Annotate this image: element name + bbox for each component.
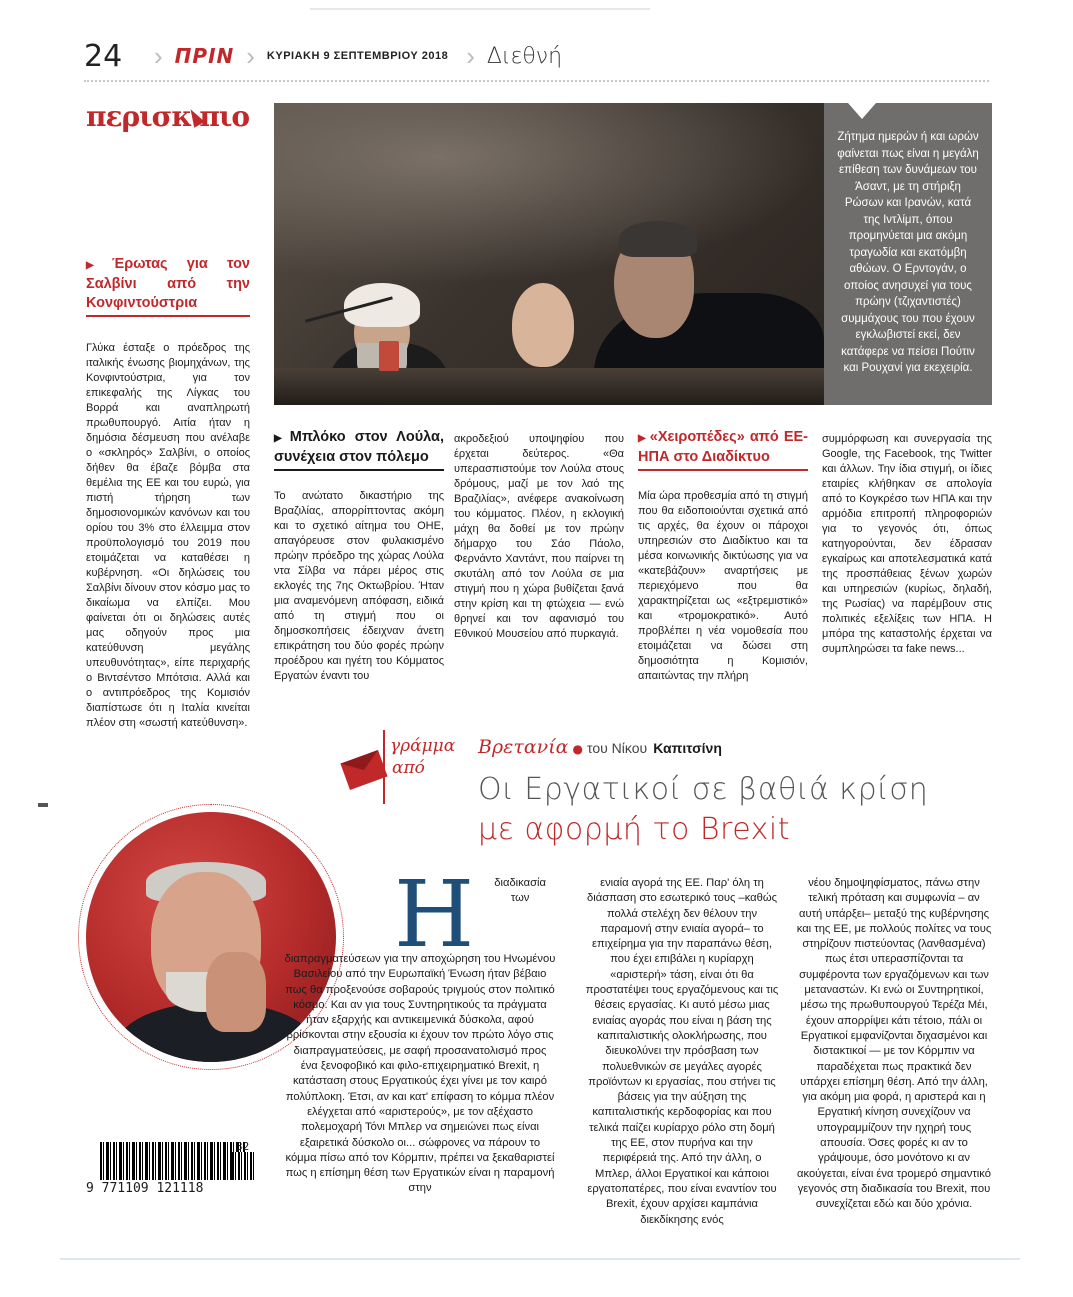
brief-body: Το ανώτατο δικαστήριο της Βραζιλίας, απορρίπτοντας ακόμη και το σχετικό αίτημα του ΟΗΕ, απαγόρευσε στον φυλακισμένο πρώην πρόεδρο της χώρας Λούλα ντα Σίλβα να πάρει μέρος στις εκλογές της 7ης Οκτωβρίου. Ήταν μια αναμενόμενη απόφαση, ειδικά από τη στιγμή που οι δημοσκοπήσεις έδειχναν άνετη επικράτηση του δύο φορές πρώην προέδρου και ηγέτη του Κόμματος Εργατών έναντι του xyxy=(274,490,444,682)
barcode-addon-number: 32 xyxy=(236,1140,250,1153)
brief-title: ▶ «Χειροπέδες» από ΕΕ-ΗΠΑ στο Διαδίκτυο xyxy=(638,428,808,471)
barcode-number: 9 771109 121118 xyxy=(86,1181,204,1196)
kicker-divider xyxy=(383,730,385,804)
periskopio-logo xyxy=(86,100,249,133)
brief-internet xyxy=(638,428,808,684)
brief-lula-cont xyxy=(454,432,624,642)
article-col-1 xyxy=(284,861,556,1197)
article-title: Οι Εργατικοί σε βαθιά κρίση xyxy=(478,772,929,807)
brief-internet-cont xyxy=(822,432,992,657)
bullet-icon: ● xyxy=(572,742,583,756)
dropcap: Η xyxy=(394,861,475,968)
article-subtitle: με αφορμή το Brexit xyxy=(478,812,790,847)
brief-title: ▶ Μπλόκο στον Λούλα, συνέχεια στον πόλεμο xyxy=(274,428,444,471)
article-col-3 xyxy=(796,876,992,1213)
section-title: Διεθνή xyxy=(486,43,563,69)
brief-salvini xyxy=(86,255,250,731)
byline-prefix: του Νίκου xyxy=(587,740,648,756)
article-col-2 xyxy=(584,876,780,1228)
header-divider xyxy=(84,80,989,82)
issue-date: ΚΥΡΙΑΚΗ 9 ΣΕΠΤΕΜΒΡΙΟΥ 2018 xyxy=(266,50,449,62)
page-number: 24 xyxy=(84,38,123,74)
column-kicker: γράμμα από xyxy=(390,736,456,778)
article-text: διαδικασία των διαπραγματεύσεων για την αποχώρηση του Ηνωμένου Βασιλείου από την Ευρωπαϊκή Ένωση ήταν βέβαιο πως θα προξενούσε σοβαρούς τριγμούς στον πολιτικό κόσμο. Και αν για τους Συντηρητικούς τα πράγματα ήταν εξαρχής και αντικειμενικά δύσκολα, αφού βρίσκονται στην εξουσία κι έχουν τον πρώτο λόγο στις διαπραγματεύσεις, με σαφή προσανατολισμό προς ένα ξενοφοβικό και φιλο-επιχειρηματικό Brexit, η κατάσταση στους Εργατικούς έχει γίνει με τον καιρό πολύπλοκη. Έτσι, αν και κατ' επίφαση το κόμμα πλέον ελέγχεται από «αριστερούς», με τον αξέχαστο πολεμοχαρή Τόνι Μπλερ να σημειώνει πως είναι εξαιρετικά δύσκολο οι... σώφρονες να πάρουν το κόμμα πίσω από τον Κόρμπιν, πρέπει να ξεκαθαριστεί πως η επίσημη θέση των Εργατικών είναι η παραμονή στην xyxy=(284,877,556,1195)
barcode-addon xyxy=(232,1152,254,1180)
brief-body-cont: ακροδεξιού υποψηφίου που έρχεται δεύτερος. «Θα υπερασπιστούμε τον Λούλα στους δρόμους, μαζί με τον λαό της Βραζιλίας», ανέφερε ανακοίνωση του κόμματος. Πλέον, η εκλογική μάχη θα δοθεί με τον πρώην δήμαρχο του Σάο Πάολο, Φερνάντο Χαντάντ, που παίρνει τη σκυτάλη από τον Λούλα σε μια στιγμή που η χώρα βυθίζεται ξανά στην κρίση και τη φτώχεια — ενώ θρηνεί και τον αφανισμό του Εθνικού Μουσείου από πυρκαγιά. xyxy=(454,433,624,640)
photo-caption: Ζήτημα ημερών ή και ωρών φαίνεται πως είναι η μεγάλη επίθεση των δυνάμεων του Άσαντ, με τη στήριξη Ρώσων και Ιρανών, κατά της Ιντλίμπ, όπου προμηνύεται μια ακόμη τραγωδία και εκατόμβη αθώων. Ο Ερντογάν, ο οποίος ανησυχεί για τους πρώην (τζιχαντιστές) συμμάχους του που έχουν εγκλωβιστεί εκεί, δεν κατάφερε να πείσει Πούτιν και Ρουχανί για εκεχειρία. xyxy=(824,103,992,405)
brief-body: Μία ώρα προθεσμία από τη στιγμή που θα ειδοποιούνται σχετικά από τις αρχές, θα έχουν οι πάροχοι υπηρεσιών στο Διαδίκτυο και τα μέσα κοινωνικής δικτύωσης για να «κατεβάζουν» αναρτήσεις με περιεχόμενο που θα χαρακτηρίζεται ως «εξτρεμιστικό» και «τρομοκρατικό». Αυτό προβλέπει η νέα νομοθεσία που ετοιμάζεται να δώσει στη δημοσιότητα η Κομισιόν, απαιτώντας την πλήρη xyxy=(638,490,808,682)
article-text: ενιαία αγορά της ΕΕ. Παρ' όλη τη διάσπαση στο εσωτερικό τους –καθώς πολλά στελέχη δεν θέλουν την παραμονή στην ενιαία αγορά– το επιχείρημα για την παραπάνω θέση, που έχει επιβάλει η κυρίαρχη «αριστερή» τάση, είναι ότι θα προστατέψει τους εργαζόμενους και τις θέσεις εργασίας. Κι αυτό μέσω μιας ενιαίας αγοράς που είναι η βάση της καπιταλιστικής ολοκλήρωσης, που διευκολύνει την πρόσβαση των πολυεθνικών σε μεγάλες αγορές προϊόντων κι εργασίας, που στήνει τις βάσεις για την αύξηση της καπιταλιστικής κερδοφορίας και που τελικά παίζει κυρίαρχο ρόλο στη δομή της ΕΕ, στον πυρήνα και την περιφέρειά της. Από την άλλη, ο Μπλερ, άλλοι Εργατικοί και κάποιοι εργατοπατέρες, που είναι εναντίον του Brexit, έχουν αρχίσει καμπάνια διεκδίκησης ενός xyxy=(585,877,779,1226)
brief-body: Γλύκα έσταξε ο πρόεδρος της ιταλικής ένωσης βιομηχάνων, της Κονφιντούστρια, για τον επικεφαλής της Λίγκας του Βορρά και αναπληρωτή πρωθυπουργό. Αιτία ήταν η δημόσια δέσμευση που ανέλαβε ο «σκληρός» Σαλβίνι, ο οποίος δήθεν θα έβαζε βόμβα στα θεμέλια της ΕΕ και του ευρώ, για πιστή τήρηση των δημοσιονομικών κανόνων και του ορίου του 3% στο έλλειμμα στον προϋπολογισμό του 2019 που ετοιμάζεται να καταθέσει η κυβέρνηση. «Οι δηλώσεις του Σαλβίνι δίνουν στον κόσμο μας το δικαίωμα να ελπίζει. Μου φαίνεται ότι οι δηλώσεις αυτές μας οδηγούν προς μια κατεύθυνση μεγάλης υπευθυνότητας», είπε περιχαρής ο Βιντσέντσο Μπότσια. Αλλά και ο αντιπρόεδρος της Κομισιόν διαπίστωσε ότι η Ιταλία κινείται πλέον στη «σωστή κατεύθυνση». xyxy=(86,342,250,729)
periskopio-right: πιο xyxy=(199,100,250,133)
brief-title: ▶ Έρωτας για τον Σαλβίνι από την Κονφιντούστρια xyxy=(86,255,250,317)
periskopio-left: περισκ xyxy=(86,100,192,133)
article-text: νέου δημοψηφίσματος, πάνω στην τελική πρόταση και συμφωνία – αν αυτή υπάρξει– μεταξύ της κυβέρνησης και της ΕΕ, με πολλούς πολίτες να τους στηρίζουν πιστεύοντας (λανθασμένα) πως έτσι υπερασπίζονται τα συμφέροντα των εργαζόμενων και των μεταναστών. Κι ενώ οι Συντηρητικοί, μέσω της πρωθυπουργού Τερέζα Μέι, έχουν απορρίψει κάτι τέτοιο, πάλι οι Εργατικοί εμφανίζονται διχασμένοι και διστακτικοί — με τον Κόρμπιν να παραδέχεται πως πρακτικά δεν υπάρχει επίσημη θέση. Από την άλλη, για ακόμη μια φορά, η αριστερά και η Εργατική κίνηση συνεχίζουν να υπογραμμίζουν την ηχηρή τους απουσία. Όσες φορές κι αν το γράψουμε, όσο μονότονο κι αν ακούγεται, είναι ένα τρομερό σημαντικό γεγονός στη διαδικασία του Brexit, που συνεχίζεται εδώ και δύο χρόνια. xyxy=(796,877,992,1211)
margin-mark xyxy=(38,803,48,807)
byline-author: Καπιτσίνη xyxy=(653,740,722,756)
arrow-icon: ▶ xyxy=(638,433,647,444)
summit-photo xyxy=(274,103,824,405)
top-strip xyxy=(310,8,650,10)
header-separator: › xyxy=(466,40,475,71)
arrow-icon: ▶ xyxy=(86,260,109,271)
footer-divider xyxy=(60,1258,1020,1260)
header-separator: › xyxy=(154,40,163,71)
byline-country: Βρετανία xyxy=(478,736,569,758)
newspaper-logo: ΠΡΙΝ xyxy=(174,44,235,68)
arrow-icon: ▶ xyxy=(274,433,287,444)
brief-lula xyxy=(274,428,444,684)
header-separator: › xyxy=(246,40,255,71)
page-header xyxy=(84,36,984,76)
brief-body-cont: συμμόρφωση και συνεργασία της Google, της Facebook, της Twitter και άλλων. Την ίδια στιγμή, οι ίδιες εταιρίες κλήθηκαν σε απολογία από το Κογκρέσο των ΗΠΑ και την αρμόδια επιτροπή πληροφοριών για το γεγονός ότι, όπως κατηγορούνται, δεν έδρασαν εγκαίρως και αποτελεσματικά κατά της προσπάθειας ξένων χωρών και υπηρεσιών (κυρίως, δηλαδή, της Ρωσίας) να παρέμβουν στις πολιτικές εξελίξεις των ΗΠΑ. Η μπόρα της καταστολής έρχεται να συμπληρώσει τα fake news... xyxy=(822,433,992,655)
article-byline xyxy=(478,736,722,758)
